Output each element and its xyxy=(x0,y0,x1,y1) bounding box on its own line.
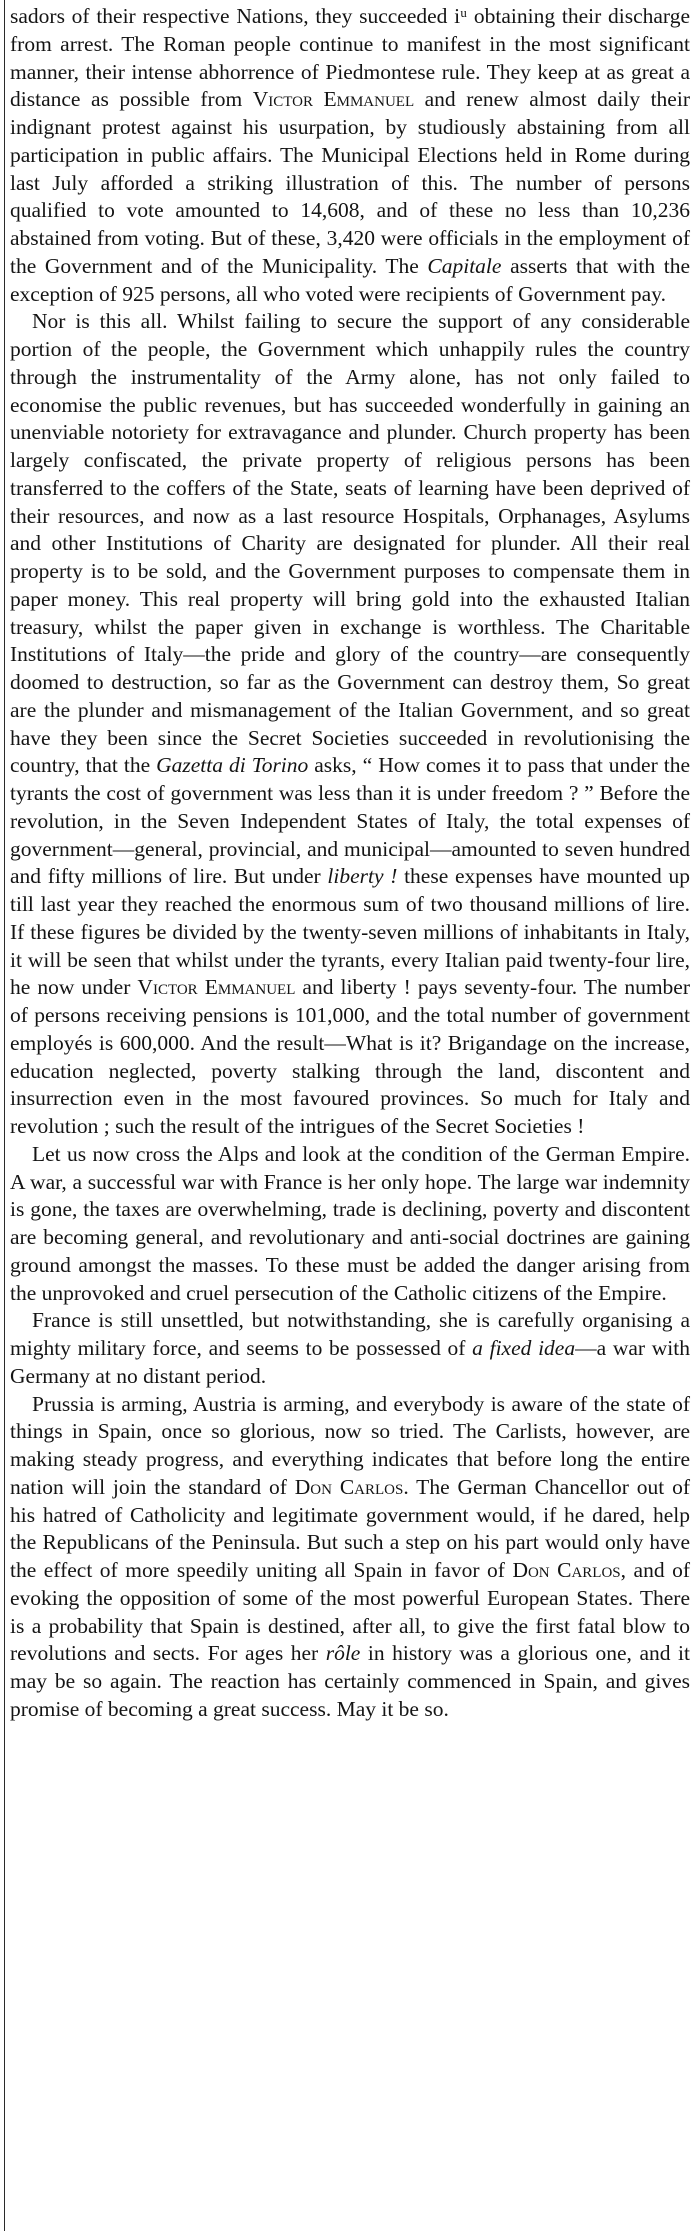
text-run: these expenses have mounted up till last year they reached the enormous sum of two thousand millions of lire. If these figures be divided by the twenty-seven millions of inhabitants in Italy, it will be seen that whilst under the tyrants, every Italian paid twenty-four lire, he now under xyxy=(10,864,690,1000)
italic-text: Capitale xyxy=(427,253,502,278)
italic-text: a fixed idea xyxy=(472,1336,576,1360)
text-run: . The German Chancellor out of his hatred of Catholicity and legitimate government would, if he dared, help the Republicans of the Peninsula. But such a step on his part would only have the effect of more speedily uniting all Spain in favor of xyxy=(10,1474,690,1582)
paragraph xyxy=(10,1307,690,1390)
article-column xyxy=(10,3,690,1724)
text-run: Prussia is arming, Austria is arming, and everybody is aware of the state of things in Spain, once so glorious, now so tried. The Carlists, however, are making steady progress, and everything indicates that before long the entire nation will join the standard of xyxy=(10,1391,690,1499)
paragraph xyxy=(10,1141,690,1308)
text-run: and renew almost daily their indignant protest against his usurpation, by studiously abstaining from all participation in public affairs. The Municipal Elections held in Rome during last July afforded a striking illustration of this. The number of persons qualified to vote amounted to 14,608, and of these no less than 10,236 abstained from voting. But of these, 3,420 were officials in the employment of the Government and of the Municipality. The xyxy=(10,87,690,278)
paragraph xyxy=(10,308,690,1141)
proper-name: Don Carlos xyxy=(294,1474,404,1499)
text-run: and liberty ! pays seventy-four. The number of persons receiving pensions is 101,000, and the total number of government employés is 600,000. And the result—What is it? Brigandage on the increase, education neglected, poverty stalking through the land, discontent and insurrection even in the most favoured provinces. So much for Italy and revolution ; such the result of the intrigues of the Secret Societies ! xyxy=(10,975,690,1138)
paragraph xyxy=(10,1391,690,1724)
paragraph xyxy=(10,3,690,308)
text-run: asserts that with the exception of 925 persons, all who voted were recipients of Government pay. xyxy=(10,253,690,306)
proper-name: Don Carlos xyxy=(512,1558,621,1582)
text-run: Nor is this all. Whilst failing to secure the support of any considerable portion of the people, the Government which unhappily rules the country through the instrumentality of the Army alone, has not only failed to economise the public revenues, but has succeeded wonderfully in gaining an unenviable notoriety for extravagance and plunder. Church property has been largely confiscated, the private property of religious persons has been transferred to the coffers of the State, seats of learning have been deprived of their resources, and now as a last resource Hospitals, Orphanages, Asylums and other Institutions of Charity are designated for plunder. All their real property is to be sold, and the Government purposes to compensate them in paper money. This real property will bring gold into the exhausted Italian treasury, whilst the paper given in exchange is worthless. The Charitable Institutions of Italy—the pride and glory of the country—are consequently doomed to destruction, so far as the Government can destroy them, So great are the plunder and mismanagement of the Italian Government, and so great have they been since the Secret Societies succeeded in revolutionising the country, that the xyxy=(10,309,690,778)
column-rule xyxy=(4,0,5,2231)
proper-name: Victor Emmanuel xyxy=(137,975,296,1000)
text-run: —a war with Germany at no distant period. xyxy=(10,1336,690,1388)
text-run: Let us now cross the Alps and look at the condition of the German Empire. A war, a successful war with France is her only hope. The large war indemnity is gone, the taxes are overwhelming, trade is declining, poverty and discontent are becoming general, and revolutionary and anti-social doctrines are gaining ground amongst the masses. To these must be added the danger arising from the unprovoked and cruel persecution of the Catholic citizens of the Empire. xyxy=(10,1141,690,1305)
italic-text: liberty ! xyxy=(327,864,398,889)
text-run: , and of evoking the opposition of some of the most powerful European States. There is a probability that Spain is destined, after all, to give the first fatal blow to revolutions and sects. For ages her xyxy=(10,1558,690,1666)
text-run: asks, “ How comes it to pass that under the tyrants the cost of government was less than it is under freedom ? ” Before the revolution, in the Seven Independent States of Italy, the total expenses of government—general, provincial, and municipal—amounted to seven hundred and fifty millions of lire. But under xyxy=(10,753,690,889)
italic-text: rôle xyxy=(325,1641,361,1666)
text-run: France is still unsettled, but notwithstanding, she is carefully organising a mighty military force, and seems to be possessed of xyxy=(10,1308,690,1360)
text-run: in history was a glorious one, and it may be so again. The reaction has certainly commenced in Spain, and gives promise of becoming a great success. May it be so. xyxy=(10,1641,690,1721)
text-run: sadors of their respective Nations, they succeeded iᵘ obtaining their discharge from arrest. The Roman people continue to manifest in the most significant manner, their intense abhorrence of Piedmontese rule. They keep at as great a distance as possible from xyxy=(10,4,690,112)
proper-name: Victor Emmanuel xyxy=(252,87,415,112)
italic-text: Gazetta di Torino xyxy=(156,753,309,778)
